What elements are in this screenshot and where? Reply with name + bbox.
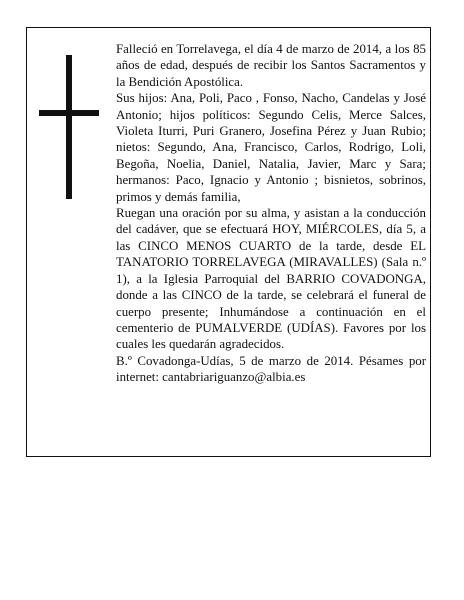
obituary-text (116, 41, 426, 386)
place-date-condolences: B.º Covadonga-Udías, 5 de marzo de 2014. Pésames por internet: cantabriariguanzo@albia.es (116, 353, 426, 385)
cross-icon (39, 55, 99, 199)
obituary-notice (26, 27, 431, 457)
cross-horizontal-bar (39, 110, 99, 116)
death-announcement: Falleció en Torrelavega, el día 4 de marzo de 2014, a los 85 años de edad, después de recibir los Santos Sacramentos y la Bendición Apostólica. (116, 42, 426, 89)
funeral-details: Ruegan una oración por su alma, y asistan a la conducción del cadáver, que se efectuará HOY, MIÉRCOLES, día 5, a las CINCO MENOS CUARTO de la tarde, desde EL TANATORIO TORRELAVEGA (MIRAVALLES) (Sala n.º 1), a la Iglesia Parroquial del BARRIO COVADONGA, donde a las CINCO de la tarde, se celebrará el funeral de cuerpo presente; Inhumándose a continuación en el cementerio de PUMALVERDE (UDÍAS). Favores por los cuales les quedarán agradecidos. (116, 206, 426, 352)
cross-vertical-bar (66, 55, 72, 199)
family-list: Sus hijos: Ana, Poli, Paco , Fonso, Nacho, Candelas y José Antonio; hijos políticos: Segundo Celis, Merce Salces, Violeta Iturri, Puri Granero, Josefina Pérez y Juan Rubio; nietos: Segundo, Ana, Francisco, Carlos, Rodrigo, Loli, Begoña, Noelia, Daniel, Natalia, Javier, Marc y Sara; hermanos: Paco, Ignacio y Antonio ; bisnietos, sobrinos, primos y demás familia, (116, 91, 426, 204)
